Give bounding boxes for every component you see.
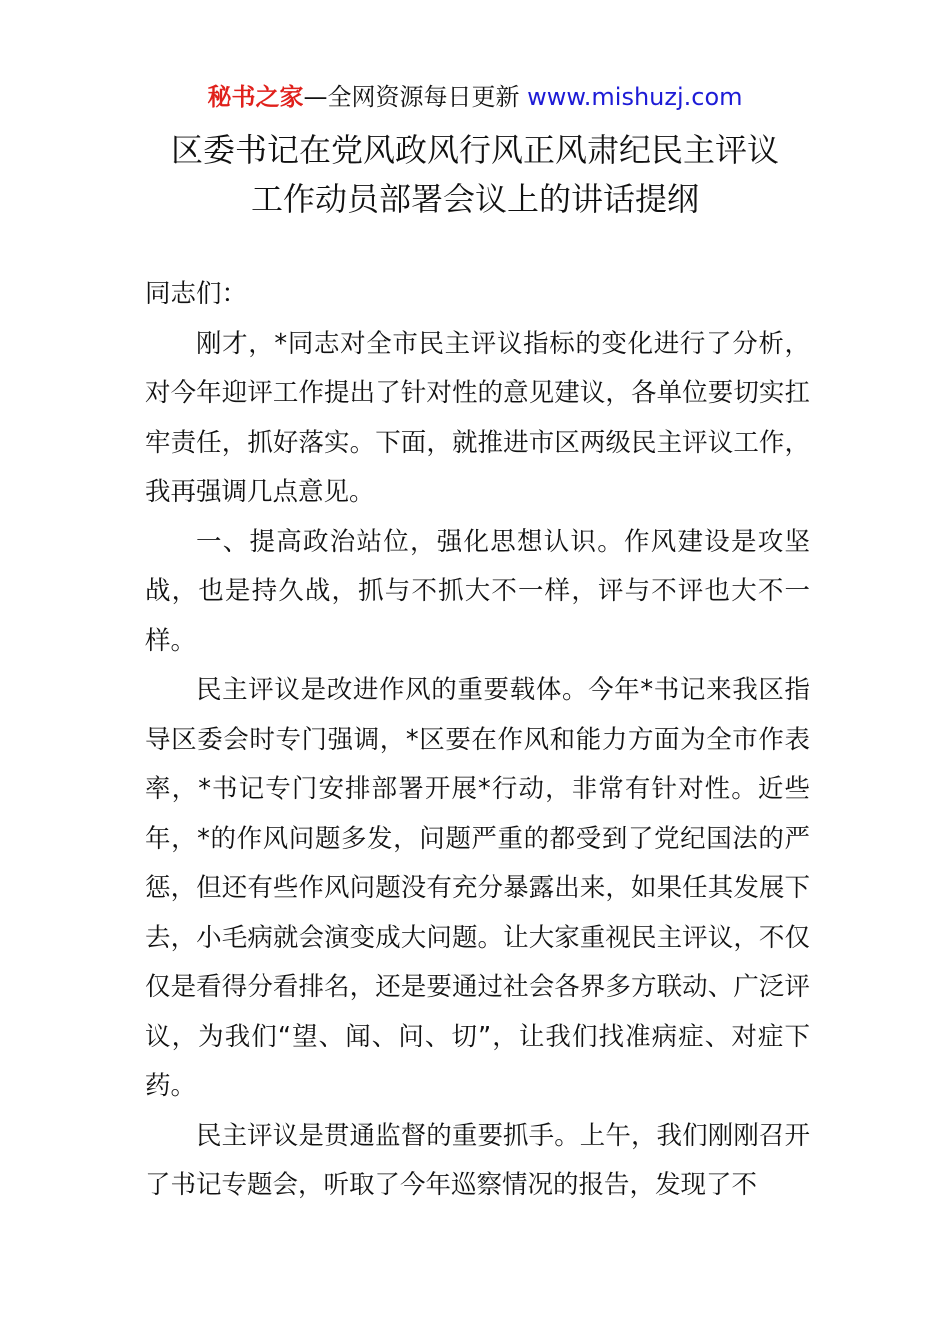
site-header (0, 80, 950, 114)
document-title-line-1: 区委书记在党风政风行风正风肃纪民主评议 (170, 131, 779, 169)
paragraph: 民主评议是贯通监督的重要抓手。上午，我们刚刚召开了书记专题会，听取了今年巡察情况的报告，发现了不 (145, 1120, 810, 1200)
header-tagline: —全网资源每日更新 (303, 83, 528, 111)
paragraph: 一、提高政治站位，强化思想认识。作风建设是攻坚战，也是持久战，抓与不抓大不一样，评与不评也大不一样。 (145, 526, 810, 656)
brand-name: 秘书之家 (207, 83, 304, 111)
paragraph: 刚才，*同志对全市民主评议指标的变化进行了分析，对今年迎评工作提出了针对性的意见建议，各单位要切实扛牢责任，抓好落实。下面，就推进市区两级民主评议工作，我再强调几点意见。 (145, 328, 810, 507)
paragraph: 民主评议是改进作风的重要载体。今年*书记来我区指导区委会时专门强调，*区要在作风和能力方面为全市作表率，*书记专门安排部署开展*行动，非常有针对性。近些年，*的作风问题多发，问题严重的都受到了党纪国法的严惩，但还有些作风问题没有充分暴露出来，如果任其发展下去，小毛病就会演变成大问题。让大家重视民主评议，不仅仅是看得分看排名，还是要通过社会各界多方联动、广泛评议，为我们“望、闻、问、切”，让我们找准病症、对症下药。 (145, 675, 810, 1101)
salutation: 同志们： (145, 279, 248, 309)
site-url-link[interactable]: www.mishuzj.com (527, 83, 743, 111)
document-body (145, 270, 810, 1211)
document-title-line-2: 工作动员部署会议上的讲话提纲 (250, 180, 699, 218)
